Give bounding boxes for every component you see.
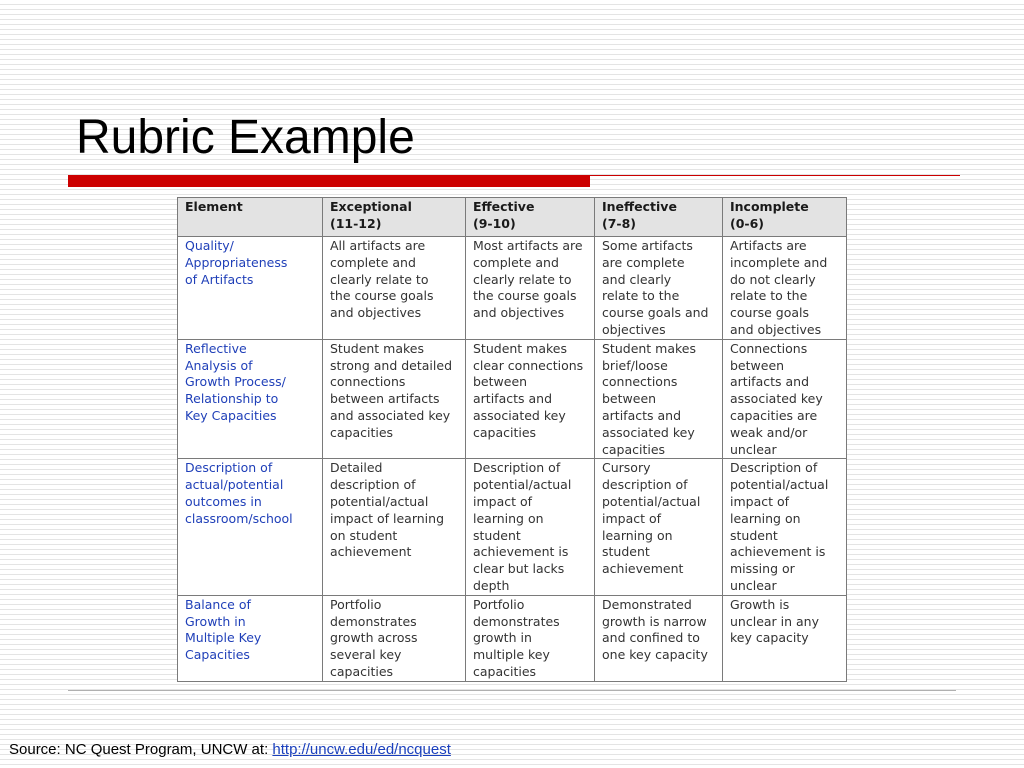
table-row — [178, 339, 847, 459]
title-underline-thin — [590, 175, 960, 176]
header-incomplete: Incomplete (0-6) — [723, 198, 847, 237]
source-citation — [9, 741, 451, 758]
element-cell: Balance of Growth in Multiple Key Capacities — [178, 595, 323, 681]
table-row — [178, 237, 847, 340]
table-row — [178, 595, 847, 681]
element-cell: Reflective Analysis of Growth Process/ Relationship to Key Capacities — [178, 339, 323, 459]
incomplete-cell: Growth is unclear in any key capacity — [723, 595, 847, 681]
rubric-table — [177, 197, 847, 682]
header-exceptional: Exceptional (11-12) — [323, 198, 466, 237]
incomplete-cell: Artifacts are incomplete and do not clearly relate to the course goals and objectives — [723, 237, 847, 340]
incomplete-cell: Connections between artifacts and associated key capacities are weak and/or unclear — [723, 339, 847, 459]
header-element: Element — [178, 198, 323, 237]
effective-cell: Description of potential/actual impact of learning on student achievement is clear but lacks depth — [466, 459, 595, 595]
ineffective-cell: Some artifacts are complete and clearly relate to the course goals and objectives — [595, 237, 723, 340]
ineffective-cell: Cursory description of potential/actual impact of learning on student achievement — [595, 459, 723, 595]
ineffective-cell: Demonstrated growth is narrow and confined to one key capacity — [595, 595, 723, 681]
slide-title: Rubric Example — [76, 111, 415, 164]
element-cell: Quality/ Appropriateness of Artifacts — [178, 237, 323, 340]
exceptional-cell: Student makes strong and detailed connections between artifacts and associated key capacities — [323, 339, 466, 459]
source-label: Source: NC Quest Program, UNCW at: — [9, 741, 269, 758]
exceptional-cell: All artifacts are complete and clearly relate to the course goals and objectives — [323, 237, 466, 340]
table-row — [178, 459, 847, 595]
element-cell: Description of actual/potential outcomes in classroom/school — [178, 459, 323, 595]
title-underline-red — [68, 175, 590, 187]
footer-divider — [68, 690, 956, 691]
header-ineffective: Ineffective (7-8) — [595, 198, 723, 237]
effective-cell: Most artifacts are complete and clearly relate to the course goals and objectives — [466, 237, 595, 340]
exceptional-cell: Detailed description of potential/actual impact of learning on student achievement — [323, 459, 466, 595]
source-link[interactable]: http://uncw.edu/ed/ncquest — [272, 741, 451, 758]
header-effective: Effective (9-10) — [466, 198, 595, 237]
rubric-header-row — [178, 198, 847, 237]
incomplete-cell: Description of potential/actual impact of learning on student achievement is missing or unclear — [723, 459, 847, 595]
exceptional-cell: Portfolio demonstrates growth across several key capacities — [323, 595, 466, 681]
effective-cell: Portfolio demonstrates growth in multiple key capacities — [466, 595, 595, 681]
ineffective-cell: Student makes brief/loose connections between artifacts and associated key capacities — [595, 339, 723, 459]
effective-cell: Student makes clear connections between artifacts and associated key capacities — [466, 339, 595, 459]
